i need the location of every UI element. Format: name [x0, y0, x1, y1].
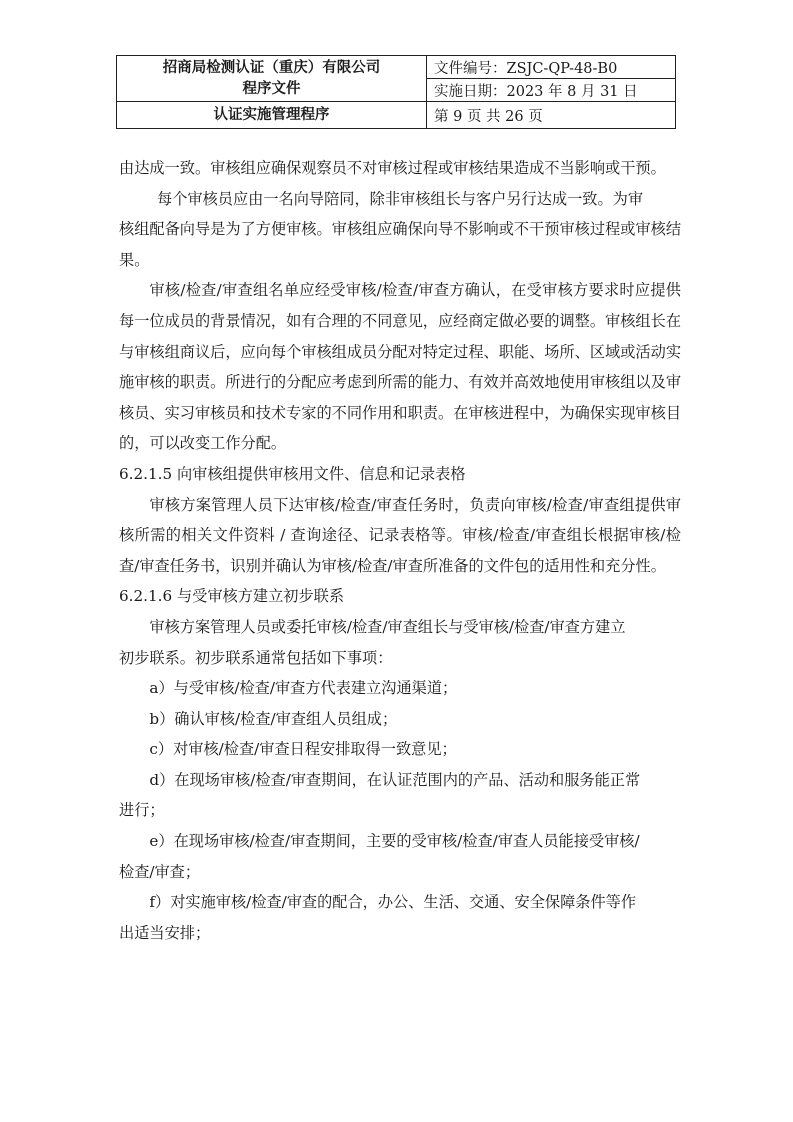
list-item-f: f）对实施审核/检查/审查的配合，办公、生活、交通、安全保障条件等作 — [149, 893, 637, 912]
list-item-d-cont: 进行； — [119, 801, 165, 820]
document-body — [119, 153, 681, 948]
paragraph-team-list: 审核/检查/审查组名单应经受审核/检查/审查方确认，在受审核方要求时应提供每一位成员的背景情况，如有合理的不同意见，应经商定做必要的调整。审核组长在与审核组商议后，应向每个审核组成员分配对特定过程、职能、场所、区域或活动实施审核的职责。所进行的分配应考虑到所需的能力、有效并高效地使用审核组以及审核员、实习审核员和技术专家的不同作用和职责。在审核进程中，为确保实现审核目的，可以改变工作分配。 — [119, 281, 681, 453]
paragraph-continuation: 由达成一致。审核组应确保观察员不对审核过程或审核结果造成不当影响或干预。 — [119, 159, 666, 177]
procedure-title: 认证实施管理程序 — [117, 102, 427, 129]
list-item-d: d）在现场审核/检查/审查期间，在认证范围内的产品、活动和服务能正常 — [149, 770, 641, 789]
section-heading-6-2-1-6: 6.2.1.6 与受审核方建立初步联系 — [119, 587, 345, 606]
paragraph-guide-line1: 每个审核员应由一名向导陪同，除非审核组长与客户另行达成一致。为审 — [157, 189, 643, 208]
company-name: 招商局检测认证（重庆）有限公司 — [162, 59, 381, 76]
section-heading-6-2-1-5: 6.2.1.5 向审核组提供审核用文件、信息和记录表格 — [119, 464, 466, 483]
document-type: 程序文件 — [242, 80, 301, 97]
list-item-e: e）在现场审核/检查/审查期间，主要的受审核/检查/审查人员能接受审核/ — [149, 832, 640, 851]
paragraph-guide-line2: 核组配备向导是为了方便审核。审核组应确保向导不影响或不干预审核过程或审核结果。 — [119, 220, 681, 269]
document-header-table — [116, 55, 676, 129]
list-item-c: c）对审核/检查/审查日程安排取得一致意见； — [149, 740, 457, 759]
list-item-a: a）与受审核/检查/审查方代表建立沟通渠道； — [149, 679, 458, 698]
page-info: 第 9 页 共 26 页 — [427, 102, 676, 129]
implementation-date: 实施日期：2023 年 8 月 31 日 — [427, 79, 676, 102]
paragraph-contact-line2: 初步联系。初步联系通常包括如下事项： — [119, 648, 393, 667]
paragraph-contact-line1: 审核方案管理人员或委托审核/检查/审查组长与受审核/检查/审查方建立 — [149, 617, 626, 636]
company-cell — [117, 56, 427, 102]
doc-number: 文件编号：ZSJC-QP-48-B0 — [427, 56, 676, 79]
paragraph-documents: 审核方案管理人员下达审核/检查/审查任务时，负责向审核/检查/审查组提供审核所需的相关文件资料 / 查询途径、记录表格等。审核/检查/审查组长根据审核/检查/审查任务书，识别并确认为审核/检查/审查所准备的文件包的适用性和充分性。 — [119, 495, 681, 575]
list-item-e-cont: 检查/审查； — [119, 862, 201, 881]
list-item-f-cont: 出适当安排； — [119, 923, 211, 942]
list-item-b: b）确认审核/检查/审查组人员组成； — [149, 709, 398, 728]
